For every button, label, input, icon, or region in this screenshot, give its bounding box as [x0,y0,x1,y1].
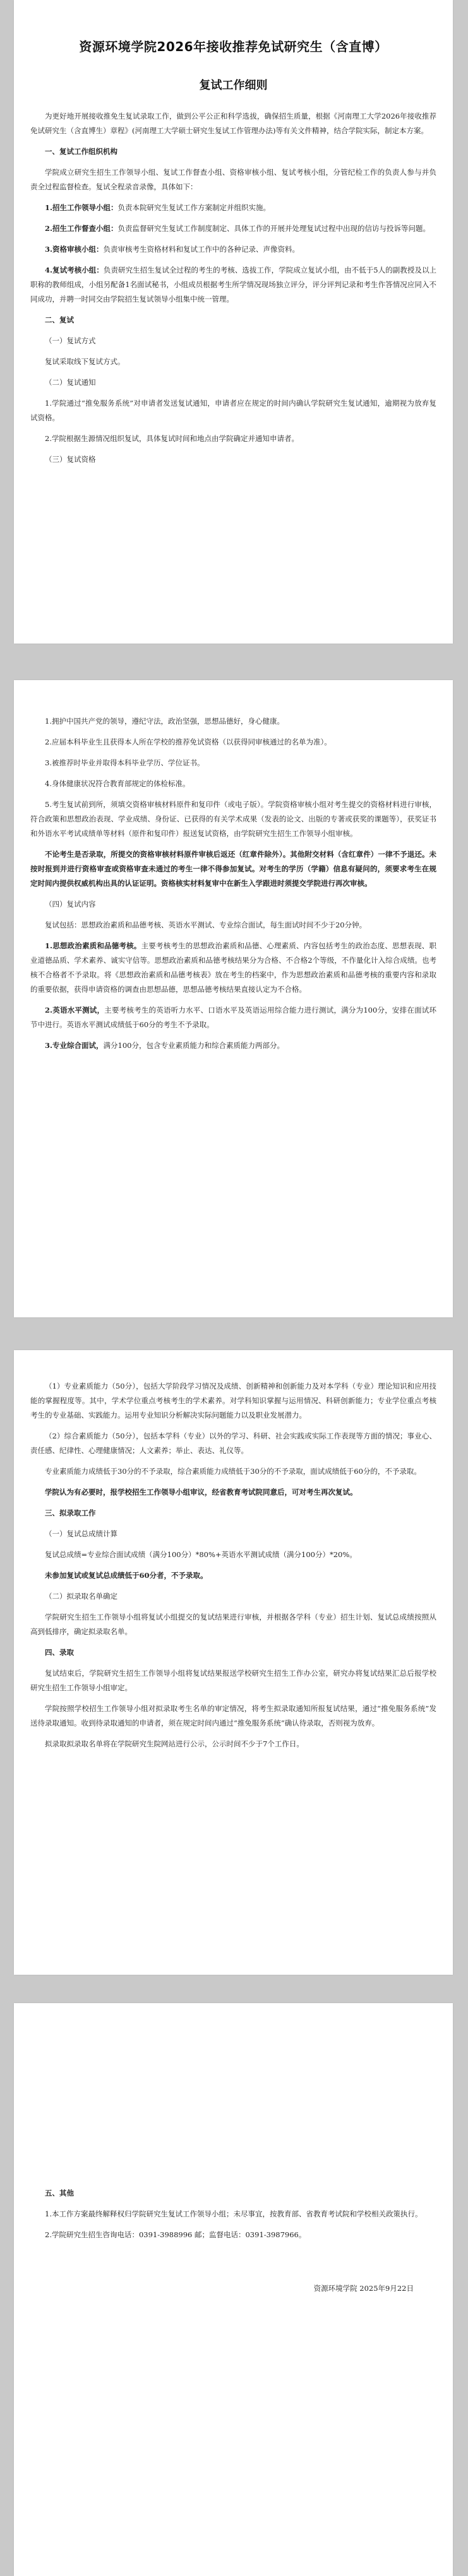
paragraph-body: 负责本院研究生复试工作方案制定并组织实施。 [117,203,271,212]
document-page-1 [14,0,453,644]
page-1-content [30,109,436,467]
paragraph: 2.学院根据生源情况组织复试，具体复试时间和地点由学院确定并通知申请者。 [45,434,299,443]
section-heading: 二、复试 [45,315,74,324]
paragraph: 复试采取线下复试方式。 [45,357,125,366]
subsection-heading: （二）拟录取名单确定 [45,1592,117,1601]
paragraph [30,201,436,215]
section-heading: 四、录取 [45,1648,74,1657]
paragraph [30,1038,436,1053]
paragraph-body: 满分100分，包含专业素质能力和综合素质能力两部分。 [103,1041,284,1050]
paragraph-body: 主要考核考生的思想政治素质和品德、心理素质、内容包括考生的政治态度、思想表现、职业道德品质、学术素养、诚实守信等。思想政治素质和品德考核结果分为合格、不合格2个等级，不作量化计入综合成绩。也考核不合格者不予录取。将《思想政治素质和品德考核表》放在考生的档案中，作为思想政治素质和品德考核的重要内容和录取的重要依据，获得申请资格的调查由思想品德，思想品德考核结果直接认定为不合格。 [30,941,436,994]
page-2-content [30,714,436,1053]
paragraph [30,1003,436,1032]
section-heading: 三、拟录取工作 [45,1509,96,1517]
paragraph: 2.应届本科毕业生且获得本人所在学校的推荐免试资格（以获得同审核通过的名单为准）。 [45,738,332,746]
paragraph: 学院按照学校招生工作领导小组对拟录取考生名单的审定情况，将考生拟录取通知所报复试结果，通过“推免服务系统”发送待录取通知。收到待录取通知的申请者，须在规定时间内通过“推免服务系统”确认待录取，否则视为放弃。 [30,1704,436,1727]
paragraph: 1.学院通过“推免服务系统”对申请者发送复试通知，申请者应在规定的时间内确认学院研究生复试通知，逾期视为放弃复试资格。 [30,399,436,422]
section-heading: 一、复试工作组织机构 [45,147,117,156]
paragraph: 学院认为有必要时，报学校招生工作领导小组审议，经省教育考试院同意后，可对考生再次复试。 [45,1488,357,1497]
paragraph: 3.被推荐时毕业并取得本科毕业学历、学位证书。 [45,758,205,767]
page-3-content [30,1379,436,1751]
paragraph: 为更好地开展接收推免生复试录取工作，做到公平公正和科学选拔，确保招生质量，根据《河南理工大学2026年接收推荐免试研究生（含直博生）章程》(河南理工大学硕士研究生复试工作管理办法)等有关文件精神，结合学院实际，制定本方案。 [30,112,436,135]
signature-org: 资源环境学院 [313,2284,357,2293]
paragraph: 专业素质能力成绩低于30分的不予录取，综合素质能力成绩低于30分的不予录取，面试成绩低于60分的，不予录取。 [45,1467,421,1476]
paragraph: 复试包括：思想政治素质和品德考核、英语水平测试、专业综合面试，每生面试时间不少于20分钟。 [45,920,367,929]
subsection-heading: （一）复试总成绩计算 [45,1529,117,1538]
subsection-heading: （二）复试通知 [45,378,96,387]
paragraph: 5.考生复试前到所，须填交资格审核材料原件和复印件（或电子版）。学院资格审核小组对考生提交的资格材料进行审核，符合政策和思想政治表现、学业成绩、身份证、已获得的有关学术成果（发表的论文、出版的专著或获奖的课题等），获奖证书和外语水平考试成绩单等材料（原件和复印件）报送复试资格，由学院研究生招生工作领导小组审核。 [30,800,436,838]
document-page-4 [14,2003,453,2576]
paragraph-body: 负责审核考生资格材料和复试工作中的各种记录、声像资料。 [103,245,300,254]
paragraph: 拟录取拟录取名单将在学院研究生院网站进行公示，公示时间不少于7个工作日。 [45,1739,304,1748]
paragraph-body: 主要考核考生的英语听力水平、口语水平及英语运用综合能力进行测试，满分为100分，安排在面试环节中进行。英语水平测试成绩低于60分的考生不予录取。 [30,1006,436,1029]
page-4-content [30,2186,436,2242]
paragraph-lead: 4.复试考核小组： [45,266,104,274]
paragraph-body: 负责研究生招生复试全过程的考生的考核、选拔工作，学院成立复试小组，由不低于5人的副教授及以上职称的教师组成，小组另配备1名面试秘书，小组成员根据考生所学情况现场独立评分，评分评判记录和考生作答情况应同入不同成功，并聘一时同交由学院招生复试领导小组集中统一管理。 [30,266,437,303]
document-page-2 [14,680,453,1317]
paragraph [30,242,436,257]
paragraph [30,221,436,236]
signature-block [30,2280,436,2297]
paragraph [30,263,436,307]
paragraph: 未参加复试或复试总成绩低于60分者，不予录取。 [45,1571,208,1580]
paragraph [30,939,436,997]
paragraph: （2）综合素质能力（50分），包括本学科（专业）以外的学习、科研、社会实践或实际工作表现等方面的情况；事业心、责任感、纪律性、心理健康情况；人文素养；举止、表达、礼仪等。 [30,1432,436,1455]
section-heading: 五、其他 [45,2189,74,2197]
paragraph: 学院研究生招生工作领导小组将复试小组提交的复试结果进行审核，并根据各学科（专业）招生计划、复试总成绩按照从高到低排序，确定拟录取名单。 [30,1613,436,1636]
subsection-heading: （一）复试方式 [45,336,96,345]
paragraph-lead: 1.招生工作领导小组： [45,203,118,212]
paragraph-lead: 3.资格审核小组： [45,245,104,254]
signature-date: 2025年9月22日 [359,2284,414,2293]
paragraph: 学院成立研究生招生工作领导小组、复试工作督查小组、资格审核小组、复试考核小组，分管纪检工作的负责人参与并负责全过程监督检查。复试全程录音录像，具体如下： [30,168,436,191]
paragraph: 复试总成绩=专业综合面试成绩（满分100分）*80%+英语水平测试成绩（满分100分）*20%。 [45,1550,357,1559]
paragraph-lead: 2.英语水平测试， [45,1006,105,1015]
paragraph: 复试结束后，学院研究生招生工作领导小组将复试结果报送学校研究生招生工作办公室，研究办将复试结果汇总后报学校研究生招生工作领导小组审定。 [30,1669,436,1692]
paragraph: 2.学院研究生招生咨询电话：0391-3988996 邮；监督电话：0391-3987966。 [45,2230,306,2239]
paragraph-lead: 2.招生工作督查小组： [45,224,118,233]
doc-subtitle: 复试工作细则 [199,79,268,92]
paragraph: （1）专业素质能力（50分），包括大学阶段学习情况及成绩、创新精神和创新能力及对本学科（专业）理论知识和应用技能的掌握程度等。其中，学术学位重点考核考生的学术素养。对学科知识掌握与运用情况、科研创新能力；专业学位重点考核考生的专业基础、实践能力。运用专业知识分析解决实际问题能力以及职业发展潜力。 [30,1382,436,1420]
paragraph: 4.身体健康状况符合教育部规定的体检标准。 [45,779,190,788]
doc-title: 资源环境学院2026年接收推荐免试研究生（含直博） [79,39,388,54]
subsection-heading: （三）复试资格 [45,455,96,464]
paragraph: 1.拥护中国共产党的领导，遵纪守法，政治坚强，思想品德好，身心健康。 [45,717,284,726]
paragraph-body: 负责监督研究生复试工作制度制定、具体工作的开展并处理复试过程中出现的信访与投诉等问题。 [117,224,431,233]
subsection-heading: （四）复试内容 [45,900,96,909]
paragraph: 不论考生是否录取，所提交的资格审核材料原件审核后返还（红章件除外）。其他附交材料（含红章件）一律不予退还。未按时报到并进行资格审查或资格审查未通过的考生一律不得参加复试。对考生的学历（学籍）信息有疑问的，须要求考生在规定时间内提供权威机构出具的认证证明。资格核实材料复审中在新生入学跟进时须提交学院进行再次审核。 [30,850,436,888]
paragraph-lead: 3.专业综合面试， [45,1041,104,1050]
paragraph-lead: 1.思想政治素质和品德考核。 [45,941,141,950]
paragraph: 1.本工作方案最终解释权归学院研究生复试工作领导小组；未尽事宜，按教育部、省教育考试院和学校相关政策执行。 [45,2209,423,2218]
document-page-3 [14,1350,453,1975]
